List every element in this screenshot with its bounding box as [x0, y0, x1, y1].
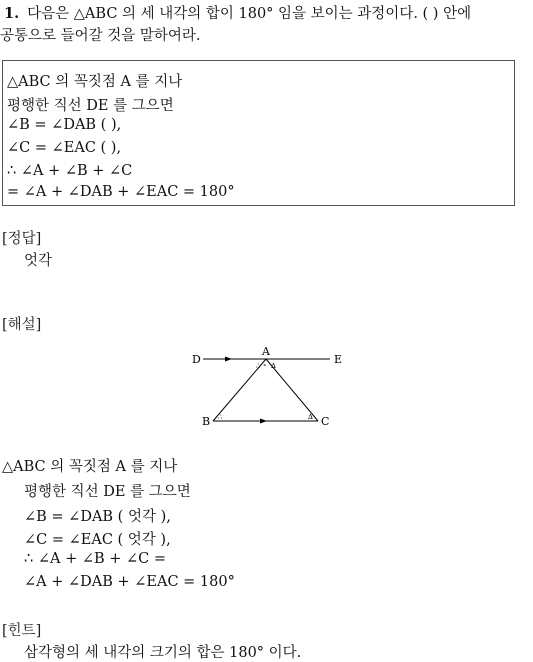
- point-label-c: C: [321, 415, 330, 428]
- proof-line: ∠B = ∠DAB ( ),: [7, 117, 122, 133]
- answer-header: [정답]: [2, 231, 42, 247]
- point-label-e: E: [334, 353, 343, 366]
- point-label-b: B: [202, 415, 211, 428]
- svg-text:∴: ∴: [256, 362, 261, 370]
- explanation-line: 평행한 직선 DE 를 그으면: [24, 484, 191, 500]
- proof-line: ∴ ∠A + ∠B + ∠C: [7, 163, 133, 179]
- proof-line: = ∠A + ∠DAB + ∠EAC = 180°: [7, 184, 235, 200]
- proof-line: ∠C = ∠EAC ( ),: [7, 140, 122, 156]
- answer-text: 엇각: [24, 253, 53, 269]
- hint-text: 삼각형의 세 내각의 크기의 합은 180° 이다.: [24, 645, 302, 661]
- question-text-1: 다음은 △ABC 의 세 내각의 합이 180° 임을 보이는 과정이다. ( ) 안에: [27, 6, 472, 22]
- svg-text:∴: ∴: [218, 413, 223, 421]
- svg-text:∆: ∆: [271, 362, 276, 370]
- hint-header: [힌트]: [2, 623, 42, 639]
- question-number: 1.: [4, 5, 20, 22]
- svg-text:∆: ∆: [308, 413, 313, 421]
- explanation-line: ∴ ∠A + ∠B + ∠C =: [24, 551, 166, 567]
- point-label-a: A: [262, 345, 270, 358]
- svg-text:∘: ∘: [263, 361, 267, 369]
- proof-line: 평행한 직선 DE 를 그으면: [7, 98, 174, 114]
- explanation-header: [해설]: [2, 317, 42, 333]
- question-line-2: 공통으로 들어갈 것을 말하여라.: [0, 28, 201, 44]
- explanation-line: △ABC 의 꼭짓점 A 를 지나: [2, 459, 178, 475]
- proof-line: △ABC 의 꼭짓점 A 를 지나: [7, 74, 183, 90]
- explanation-line: ∠C = ∠EAC ( 엇각 ),: [24, 532, 171, 548]
- explanation-line: ∠A + ∠DAB + ∠EAC = 180°: [24, 574, 235, 590]
- point-label-d: D: [192, 353, 201, 366]
- explanation-line: ∠B = ∠DAB ( 엇각 ),: [24, 509, 171, 525]
